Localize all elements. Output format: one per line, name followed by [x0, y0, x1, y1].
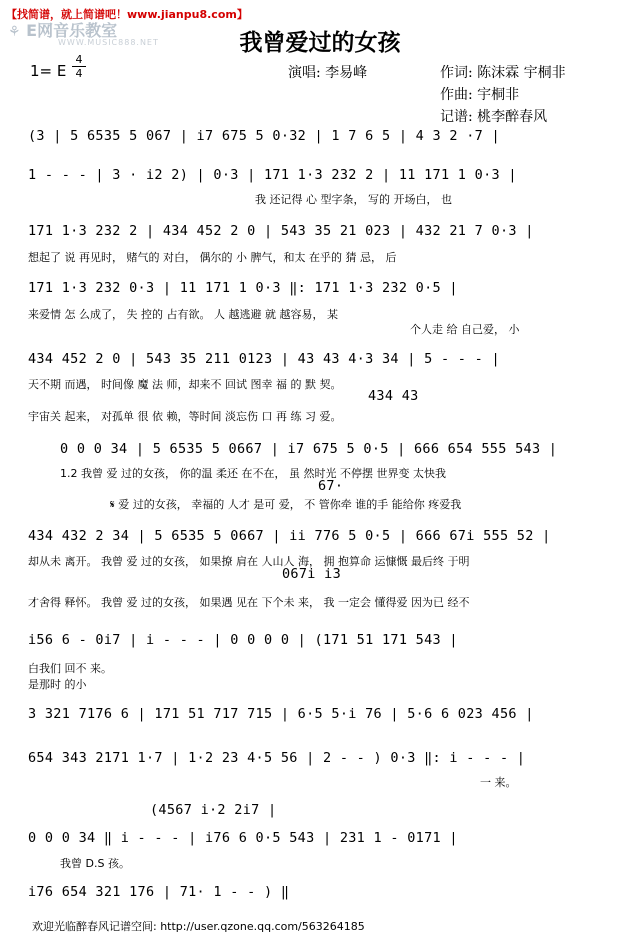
lyrics-line-1: 我 还记得 心 型字条， 写的 开场白， 也 — [255, 193, 452, 206]
song-title: 我曾爱过的女孩 — [239, 29, 401, 56]
score-line-7: 434 432 2 34 | 5 6535 5 0667 | ii 776 5 0·5 | 666 67i 555 52 | — [28, 528, 551, 544]
lyrics-line-4: 天不期 而遇， 时间像 魔 法 师，却来不 回试 图幸 福 的 默 契。 — [28, 378, 342, 391]
lyricist-credit: 作词: 陈沫霖 宇桐非 — [440, 65, 566, 81]
score-line-1: (3 | 5 6535 5 067 | i7 675 5 0·32 | 1 7 6 5 | 4 3 2 ·7 | — [28, 128, 500, 144]
logo-icon: ⚘ — [8, 24, 21, 40]
lyrics-line-6: 1.2 我曾 爱 过的女孩， 你的温 柔还 在不在， 虽 然时光 不停摆 世界变 太快我 — [60, 467, 446, 480]
logo-subtext: WWW.MUSIC888.NET — [58, 38, 159, 47]
score-line-4: 171 1·3 232 0·3 | 11 171 1 0·3 ‖: 171 1·3 232 0·5 | — [28, 280, 458, 296]
alt-notes-2: 67· — [318, 478, 344, 494]
singer-credit: 演唱: 李易峰 — [288, 65, 368, 81]
time-signature-bottom: 4 — [75, 67, 83, 80]
score-line-11: (4567 i·2 2i7 | — [150, 802, 277, 818]
alt-notes-3: 067i i3 — [282, 566, 341, 582]
lyrics-line-5: 宇宙关 起来， 对孤单 很 依 赖，等时间 淡忘伤 口 再 练 习 爱。 — [28, 410, 342, 423]
lyrics-line-3b: 个人走 给 自己爱， 小 — [410, 323, 520, 336]
alt-notes-1: 434 43 — [368, 388, 419, 404]
lyrics-line-10: 白我们 回不 来。 — [28, 662, 112, 675]
lyrics-line-13: 我曾 D.S 孩。 — [60, 857, 130, 870]
score-line-9: 3 321 7176 6 | 171 51 717 715 | 6·5 5·i 76 | 5·6 6 023 456 | — [28, 706, 534, 722]
score-line-2: 1 - - - | 3 · i2 2) | 0·3 | 171 1·3 232 2 | 11 171 1 0·3 | — [28, 167, 517, 183]
score-line-13: i76 654 321 176 | 71· 1 - - ) ‖ — [28, 884, 290, 900]
score-line-6: 0 0 0 34 | 5 6535 5 0667 | i7 675 5 0·5 | 666 654 555 543 | — [60, 441, 558, 457]
footer-link[interactable]: 欢迎光临醉春风记谱空间: http://user.qzone.qq.com/563264185 — [32, 920, 365, 933]
score-line-8: i56 6 - 0i7 | i - - - | 0 0 0 0 | (171 51 171 543 | — [28, 632, 458, 648]
lyrics-line-12: 一 来。 — [480, 776, 517, 789]
score-line-5: 434 452 2 0 | 543 35 211 0123 | 43 43 4·3 34 | 5 - - - | — [28, 351, 500, 367]
lyrics-line-11: 是那时 的小 — [28, 678, 87, 691]
lyrics-line-2: 想起了 说 再见时， 赌气的 对白， 偶尔的 小 脾气，和太 在乎的 猜 忌， 后 — [28, 251, 397, 264]
time-signature-top: 4 — [75, 53, 83, 66]
lyrics-line-3: 来爱情 怎 么成了， 失 控的 占有欲。 人 越逃避 就 越容易， 某 — [28, 308, 338, 321]
logo-text: E网音乐教室 — [26, 21, 118, 40]
composer-credit: 作曲: 宇桐非 — [440, 87, 520, 103]
lyrics-line-7: 𝄋 爱 过的女孩， 幸福的 人才 是可 爱， 不 管你牵 谁的手 能给你 疼爱我 — [110, 498, 462, 511]
score-line-3: 171 1·3 232 2 | 434 452 2 0 | 543 35 21 023 | 432 21 7 0·3 | — [28, 223, 534, 239]
transcriber-credit: 记谱: 桃李醉春风 — [440, 109, 548, 125]
score-line-10: 654 343 2171 1·7 | 1·2 23 4·5 56 | 2 - - ) 0·3 ‖: i - - - | — [28, 750, 526, 766]
lyrics-line-9: 才舍得 释怀。 我曾 爱 过的女孩， 如果遇 见在 下个未 来， 我 一定会 懂得爱 因为已 经不 — [28, 596, 470, 609]
score-line-12: 0 0 0 34 ‖ i - - - | i76 6 0·5 543 | 231 1 - 0171 | — [28, 830, 458, 846]
time-signature — [72, 54, 86, 79]
key-signature: 1= E — [30, 62, 67, 80]
lyrics-line-8: 却从未 离开。 我曾 爱 过的女孩， 如果撩 肩在 人山人 海， 拥 抱算命 运慷慨 最后终 于明 — [28, 555, 470, 568]
site-banner: 【找简谱，就上简谱吧！www.jianpu8.com】 — [6, 8, 248, 21]
